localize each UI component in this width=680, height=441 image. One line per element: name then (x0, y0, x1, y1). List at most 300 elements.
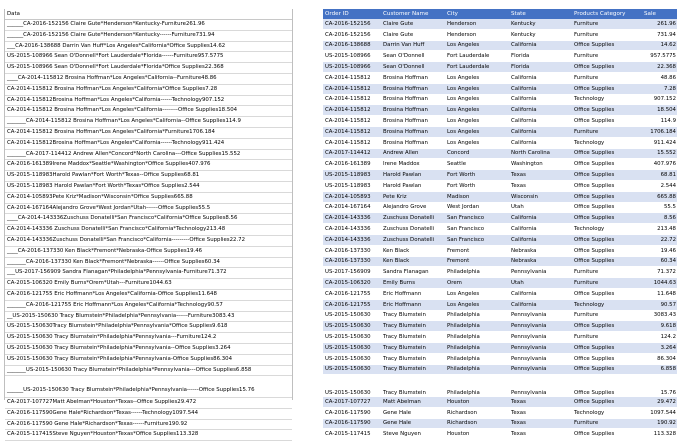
cell-order-id[interactable]: CA-2016-121755 (323, 288, 381, 299)
cell-city[interactable]: Fremont (445, 256, 509, 267)
raw-data-cell[interactable]: CA-2017-107727Matt Abelman*Houston*Texas--Office Supplies29.472 (5, 398, 292, 409)
raw-data-cell[interactable]: ___CA-2016-138688 Darrin Van Huff*Los Angeles*California*Office Supplies14.62 (5, 42, 292, 53)
cell-sale[interactable]: 124.2 (642, 332, 677, 343)
raw-data-cell[interactable]: US-2015-150630 Tracy Blumstein*Philadelphia*Pennsylvania-Office Supplies86.304 (5, 355, 292, 366)
cell-city[interactable]: Los Angeles (445, 40, 509, 51)
cell-order-id[interactable]: US-2015-118983 (323, 170, 381, 181)
raw-data-cell[interactable]: CA-2016-121755 Eric Hoffmann*Los Angeles*California-Office Supplies11.648 (5, 290, 292, 301)
cell-sale[interactable]: 1044.63 (642, 278, 677, 289)
raw-data-cell[interactable]: _______US-2015-150630 Tracy Blumstein*Philadelphia*Pennsylvania---Office Supplies6.858 (5, 366, 292, 377)
cell-order-id[interactable]: CA-2014-115812 (323, 72, 381, 83)
cell-products-category[interactable]: Office Supplies (572, 180, 642, 191)
cell-sale[interactable]: 29.472 (642, 396, 677, 407)
table-row (323, 375, 677, 397)
cell-sale[interactable]: 113.328 (642, 429, 677, 440)
cell-customer-name[interactable]: Matt Abelman (381, 396, 445, 407)
cell-order-id[interactable]: US-2015-150630 (323, 364, 381, 375)
table-row (323, 332, 677, 343)
table-row (323, 213, 677, 224)
cell-order-id[interactable]: CA-2016-137330 (323, 245, 381, 256)
raw-data-cell[interactable]: CA-2016-117590Gene Hale*Richardson*Texas------Technology1097.544 (5, 409, 292, 420)
table-row (323, 105, 677, 116)
cell-customer-name[interactable]: Tracy Blumstein (381, 321, 445, 332)
cell-customer-name[interactable]: Sean O'Donnell (381, 62, 445, 73)
raw-data-cell[interactable]: US-2015-118983Harold Pawlan*Fort Worth*Texas--Office Supplies68.81 (5, 171, 292, 182)
cell-sale[interactable]: 114.9 (642, 116, 677, 127)
cell-sale[interactable]: 1706.184 (642, 126, 677, 137)
cell-products-category[interactable]: Office Supplies (572, 256, 642, 267)
cell-products-category[interactable]: Office Supplies (572, 40, 642, 51)
cell-order-id[interactable]: CA-2016-121755 (323, 299, 381, 310)
raw-data-cell[interactable]: CA-2016-117590 Gene Hale*Richardson*Texas------Furniture190.92 (5, 420, 292, 431)
table-row (323, 278, 677, 289)
cell-order-id[interactable]: US-2015-118983 (323, 180, 381, 191)
cell-state[interactable]: California (509, 213, 572, 224)
column-header-customer-name[interactable]: Customer Name (381, 9, 445, 19)
cell-state[interactable]: Texas (509, 429, 572, 440)
cell-city[interactable]: Philadelphia (445, 375, 509, 397)
cell-customer-name[interactable]: Tracy Blumstein (381, 332, 445, 343)
cell-city[interactable]: Los Angeles (445, 83, 509, 94)
cell-city[interactable]: Madison (445, 191, 509, 202)
table-row (323, 51, 677, 62)
cell-city[interactable]: Richardson (445, 418, 509, 429)
cell-order-id[interactable]: US-2015-108966 (323, 62, 381, 73)
column-header-order-id[interactable]: Order ID (323, 9, 381, 19)
cell-order-id[interactable]: CA-2014-115812 (323, 83, 381, 94)
cell-products-category[interactable]: Technology (572, 407, 642, 418)
cell-city[interactable]: Philadelphia (445, 342, 509, 353)
cell-city[interactable]: Los Angeles (445, 126, 509, 137)
cell-products-category[interactable]: Office Supplies (572, 83, 642, 94)
cell-sale[interactable]: 6.858 (642, 364, 677, 375)
table-row (323, 40, 677, 51)
cell-sale[interactable]: 3083.43 (642, 310, 677, 321)
cell-state[interactable]: California (509, 116, 572, 127)
cell-sale[interactable]: 957.5775 (642, 51, 677, 62)
cell-customer-name[interactable]: Steve Nguyen (381, 429, 445, 440)
cell-sale[interactable]: 15.552 (642, 148, 677, 159)
cell-customer-name[interactable]: Pete Kriz (381, 191, 445, 202)
cell-order-id[interactable]: CA-2014-143336 (323, 224, 381, 235)
cell-state[interactable]: California (509, 126, 572, 137)
cell-products-category[interactable]: Office Supplies (572, 191, 642, 202)
cell-state[interactable]: Texas (509, 407, 572, 418)
cell-city[interactable]: Los Angeles (445, 288, 509, 299)
cell-state[interactable]: Wisconsin (509, 191, 572, 202)
cell-sale[interactable]: 14.62 (642, 40, 677, 51)
cell-sale[interactable]: 907.152 (642, 94, 677, 105)
cell-city[interactable]: Philadelphia (445, 321, 509, 332)
cell-customer-name[interactable]: Tracy Blumstein (381, 310, 445, 321)
table-row (323, 418, 677, 429)
cell-city[interactable]: Fort Lauderdale (445, 62, 509, 73)
raw-data-cell[interactable]: CA-2014-167164Alejandro Grove*West Jordan*Utah------Office Supplies55.5 (5, 204, 292, 215)
raw-data-rows (5, 20, 292, 441)
raw-data-cell[interactable]: ______CA-2016-152156 Claire Gute*Henderson*Kentucky-Furniture261.96 (5, 20, 292, 31)
raw-data-cell[interactable]: CA-2014-115812 Brosina Hoffman*Los Angeles*California--------Office Supplies18.504 (5, 106, 292, 117)
raw-data-cell[interactable]: CA-2015-106320 Emily Burns*Orem*Utah---Furniture1044.63 (5, 279, 292, 290)
cell-city[interactable]: San Francisco (445, 224, 509, 235)
cell-state[interactable]: Nebraska (509, 245, 572, 256)
cell-sale[interactable]: 86.304 (642, 353, 677, 364)
cell-sale[interactable]: 2.544 (642, 180, 677, 191)
cell-products-category[interactable]: Office Supplies (572, 429, 642, 440)
cell-state[interactable]: California (509, 299, 572, 310)
cell-state[interactable]: California (509, 234, 572, 245)
cell-state[interactable]: California (509, 137, 572, 148)
cell-state[interactable]: Washington (509, 159, 572, 170)
table-row (323, 170, 677, 181)
cell-order-id[interactable]: US-2015-108966 (323, 51, 381, 62)
cell-state[interactable]: Pennsylvania (509, 267, 572, 278)
cell-products-category[interactable]: Office Supplies (572, 62, 642, 73)
cell-order-id[interactable]: US-2015-150630 (323, 310, 381, 321)
cell-order-id[interactable]: CA-2014-143336 (323, 213, 381, 224)
cell-sale[interactable]: 261.96 (642, 19, 677, 29)
cell-order-id[interactable]: CA-2015-117415 (323, 429, 381, 440)
cell-order-id[interactable]: CA-2014-115812 (323, 94, 381, 105)
cell-products-category[interactable]: Office Supplies (572, 245, 642, 256)
raw-data-cell[interactable]: _______CA-2017-114412 Andrew Allen*Concord*North Carolina---Office Supplies15.552 (5, 150, 292, 161)
cell-order-id[interactable]: CA-2014-115812 (323, 137, 381, 148)
raw-data-cell[interactable]: CA-2014-115812Brosina Hoffman*Los Angeles*California------Technology907.152 (5, 96, 292, 107)
table-row (323, 256, 677, 267)
cell-products-category[interactable]: Furniture (572, 332, 642, 343)
cell-customer-name[interactable]: Harold Pawlan (381, 180, 445, 191)
cell-order-id[interactable]: CA-2017-107727 (323, 396, 381, 407)
table-row (323, 353, 677, 364)
cell-sale[interactable]: 11.648 (642, 288, 677, 299)
cell-order-id[interactable]: US-2015-150630 (323, 332, 381, 343)
cell-customer-name[interactable]: Brosina Hoffman (381, 83, 445, 94)
cell-state[interactable]: Kentucky (509, 19, 572, 29)
cell-order-id[interactable]: CA-2014-115812 (323, 116, 381, 127)
cell-city[interactable]: Philadelphia (445, 353, 509, 364)
cell-city[interactable]: Los Angeles (445, 299, 509, 310)
cell-customer-name[interactable]: Brosina Hoffman (381, 94, 445, 105)
table-row (323, 396, 677, 407)
column-header-sale[interactable]: Sale (642, 9, 677, 19)
cell-sale[interactable]: 15.76 (642, 375, 677, 397)
cell-products-category[interactable]: Technology (572, 137, 642, 148)
cell-products-category[interactable]: Office Supplies (572, 288, 642, 299)
cell-state[interactable]: Utah (509, 278, 572, 289)
cell-sale[interactable]: 68.81 (642, 170, 677, 181)
cell-order-id[interactable]: CA-2015-106320 (323, 278, 381, 289)
cell-city[interactable]: Fort Worth (445, 170, 509, 181)
column-header-products-category[interactable]: Products Category (572, 9, 642, 19)
cell-state[interactable]: California (509, 94, 572, 105)
cell-order-id[interactable]: US-2017-156909 (323, 267, 381, 278)
cell-sale[interactable]: 22.72 (642, 234, 677, 245)
cell-city[interactable]: Richardson (445, 407, 509, 418)
raw-data-cell[interactable]: _______CA-2016-121755 Eric Hoffmann*Los Angeles*California*Technology90.57 (5, 301, 292, 312)
cell-order-id[interactable]: US-2015-150630 (323, 353, 381, 364)
cell-customer-name[interactable]: Eric Hoffmann (381, 299, 445, 310)
cell-customer-name[interactable]: Zuschuss Donatelli (381, 213, 445, 224)
cell-sale[interactable]: 7.28 (642, 83, 677, 94)
cell-products-category[interactable]: Furniture (572, 310, 642, 321)
cell-state[interactable]: Pennsylvania (509, 321, 572, 332)
cell-products-category[interactable]: Office Supplies (572, 148, 642, 159)
cell-city[interactable]: Los Angeles (445, 94, 509, 105)
cell-customer-name[interactable]: Irene Maddox (381, 159, 445, 170)
sales-table (323, 9, 677, 440)
column-header-city[interactable]: City (445, 9, 509, 19)
cell-sale[interactable]: 55.5 (642, 202, 677, 213)
cell-order-id[interactable]: CA-2014-105893 (323, 191, 381, 202)
cell-sale[interactable]: 22.368 (642, 62, 677, 73)
cell-state[interactable]: Florida (509, 62, 572, 73)
cell-city[interactable]: Fremont (445, 245, 509, 256)
cell-products-category[interactable]: Office Supplies (572, 234, 642, 245)
cell-customer-name[interactable]: Brosina Hoffman (381, 105, 445, 116)
raw-data-cell[interactable]: CA-2014-143336 Zuschuss Donatelli*San Francisco*California*Technology213.48 (5, 225, 292, 236)
cell-order-id[interactable]: CA-2016-152156 (323, 19, 381, 29)
cell-state[interactable]: California (509, 83, 572, 94)
cell-customer-name[interactable]: Sandra Flanagan (381, 267, 445, 278)
cell-customer-name[interactable]: Tracy Blumstein (381, 364, 445, 375)
raw-data-cell[interactable]: CA-2014-105893Pete Kriz*Madison*Wisconsin*Office Supplies665.88 (5, 193, 292, 204)
raw-data-cell[interactable]: ___US-2017-156909 Sandra Flanagan*Philadelphia*Pennsylvania-Furniture71.372 (5, 268, 292, 279)
raw-data-cell[interactable]: CA-2016-161389Irene Maddox*Seattle*Washington*Office Supplies407.976 (5, 160, 292, 171)
cell-products-category[interactable]: Office Supplies (572, 170, 642, 181)
cell-city[interactable]: Henderson (445, 29, 509, 40)
cell-products-category[interactable]: Furniture (572, 267, 642, 278)
cell-customer-name[interactable]: Tracy Blumstein (381, 353, 445, 364)
cell-products-category[interactable]: Technology (572, 224, 642, 235)
cell-city[interactable]: Los Angeles (445, 116, 509, 127)
table-row (323, 267, 677, 278)
cell-products-category[interactable]: Furniture (572, 126, 642, 137)
table-row (323, 137, 677, 148)
cell-products-category[interactable]: Office Supplies (572, 364, 642, 375)
cell-order-id[interactable]: CA-2014-115812 (323, 126, 381, 137)
cell-state[interactable]: Utah (509, 202, 572, 213)
cell-order-id[interactable]: CA-2014-167164 (323, 202, 381, 213)
raw-data-cell[interactable]: US-2015-108966 Sean O'Donnell*Fort Lauderdale*Florida------Furniture957.5775 (5, 52, 292, 63)
cell-city[interactable]: Philadelphia (445, 332, 509, 343)
cell-order-id[interactable]: US-2015-150630 (323, 375, 381, 397)
cell-customer-name[interactable]: Zuschuss Donatelli (381, 234, 445, 245)
cell-sale[interactable]: 8.56 (642, 213, 677, 224)
cell-products-category[interactable]: Office Supplies (572, 321, 642, 332)
raw-data-cell[interactable]: _______CA-2014-115812 Brosina Hoffman*Los Angeles*California--Office Supplies114.9 (5, 117, 292, 128)
cell-products-category[interactable]: Office Supplies (572, 342, 642, 353)
raw-data-cell[interactable]: ____CA-2014-143336Zuschuss Donatelli*San Francisco*California*Office Supplies8.56 (5, 214, 292, 225)
cell-sale[interactable]: 407.976 (642, 159, 677, 170)
cell-products-category[interactable]: Office Supplies (572, 202, 642, 213)
cell-city[interactable]: Los Angeles (445, 137, 509, 148)
cell-state[interactable]: Pennsylvania (509, 310, 572, 321)
raw-data-cell[interactable]: US-2015-150630 Tracy Blumstein*Philadelphia*Pennsylvania---Furniture124.2 (5, 333, 292, 344)
cell-sale[interactable]: 18.504 (642, 105, 677, 116)
cell-state[interactable]: California (509, 288, 572, 299)
cell-city[interactable]: San Francisco (445, 234, 509, 245)
table-row (323, 288, 677, 299)
table-row (323, 342, 677, 353)
cell-products-category[interactable]: Office Supplies (572, 159, 642, 170)
cell-city[interactable]: San Francisco (445, 213, 509, 224)
cell-sale[interactable]: 9.618 (642, 321, 677, 332)
cell-products-category[interactable]: Furniture (572, 19, 642, 29)
cell-sale[interactable]: 48.86 (642, 72, 677, 83)
cell-customer-name[interactable]: Ken Black (381, 256, 445, 267)
cell-products-category[interactable]: Technology (572, 299, 642, 310)
cell-city[interactable]: Philadelphia (445, 364, 509, 375)
cell-order-id[interactable]: CA-2016-117590 (323, 407, 381, 418)
cell-state[interactable]: Pennsylvania (509, 364, 572, 375)
cell-state[interactable]: California (509, 105, 572, 116)
raw-data-cell[interactable]: CA-2014-115812 Brosina Hoffman*Los Angeles*California*Furniture1706.184 (5, 128, 292, 139)
cell-products-category[interactable]: Furniture (572, 278, 642, 289)
cell-state[interactable]: Pennsylvania (509, 353, 572, 364)
cell-city[interactable]: Henderson (445, 19, 509, 29)
cell-order-id[interactable]: CA-2014-143336 (323, 234, 381, 245)
raw-data-cell[interactable]: ______CA-2016-152156 Claire Gute*Henderson*Kentucky------Furniture731.94 (5, 31, 292, 42)
raw-data-cell[interactable]: __US-2015-150630 Tracy Blumstein*Philadelphia*Pennsylvania------Furniture3083.43 (5, 312, 292, 323)
cell-sale[interactable]: 60.34 (642, 256, 677, 267)
raw-data-cell[interactable]: US-2015-150630Tracy Blumstein*Philadelphia*Pennsylvania*Office Supplies9.618 (5, 322, 292, 333)
cell-customer-name[interactable]: Emily Burns (381, 278, 445, 289)
cell-customer-name[interactable]: Brosina Hoffman (381, 126, 445, 137)
cell-city[interactable]: Fort Worth (445, 180, 509, 191)
cell-customer-name[interactable]: Harold Pawlan (381, 170, 445, 181)
cell-sale[interactable]: 3.264 (642, 342, 677, 353)
table-row (323, 245, 677, 256)
cell-city[interactable]: Houston (445, 429, 509, 440)
cell-city[interactable]: Los Angeles (445, 105, 509, 116)
cell-sale[interactable]: 71.372 (642, 267, 677, 278)
cell-customer-name[interactable]: Claire Gute (381, 19, 445, 29)
cell-products-category[interactable]: Office Supplies (572, 353, 642, 364)
cell-customer-name[interactable]: Gene Hale (381, 418, 445, 429)
raw-data-cell[interactable]: US-2015-118983 Harold Pawlan*Fort Worth*Texas*Office Supplies2.544 (5, 182, 292, 193)
cell-state[interactable]: Florida (509, 51, 572, 62)
table-row (323, 429, 677, 440)
cell-state[interactable]: Pennsylvania (509, 332, 572, 343)
table-row (323, 202, 677, 213)
raw-data-cell[interactable]: CA-2014-115812 Brosina Hoffman*Los Angeles*California*Office Supplies7.28 (5, 85, 292, 96)
cell-sale[interactable]: 90.57 (642, 299, 677, 310)
cell-state[interactable]: Texas (509, 180, 572, 191)
cell-sale[interactable]: 665.88 (642, 191, 677, 202)
cell-sale[interactable]: 911.424 (642, 137, 677, 148)
cell-sale[interactable]: 19.46 (642, 245, 677, 256)
cell-state[interactable]: California (509, 72, 572, 83)
cell-order-id[interactable]: CA-2016-137330 (323, 256, 381, 267)
column-header-state[interactable]: State (509, 9, 572, 19)
cell-order-id[interactable]: CA-2014-115812 (323, 105, 381, 116)
cell-sale[interactable]: 190.92 (642, 418, 677, 429)
cell-order-id[interactable]: CA-2016-117590 (323, 418, 381, 429)
cell-products-category[interactable]: Office Supplies (572, 375, 642, 397)
cell-state[interactable]: North Carolina (509, 148, 572, 159)
formatted-table (323, 9, 677, 438)
raw-data-cell[interactable]: CA-2014-115812Brosina Hoffman*Los Angeles*California------Technology911.424 (5, 139, 292, 150)
cell-products-category[interactable]: Furniture (572, 72, 642, 83)
cell-customer-name[interactable]: Gene Hale (381, 407, 445, 418)
cell-products-category[interactable]: Furniture (572, 418, 642, 429)
cell-sale[interactable]: 1097.544 (642, 407, 677, 418)
cell-city[interactable]: Fort Lauderdale (445, 51, 509, 62)
cell-city[interactable]: Los Angeles (445, 72, 509, 83)
cell-state[interactable]: Pennsylvania (509, 375, 572, 397)
raw-data-cell[interactable]: ____CA-2014-115812 Brosina Hoffman*Los Angeles*California--Furniture48.86 (5, 74, 292, 85)
cell-state[interactable]: Nebraska (509, 256, 572, 267)
cell-city[interactable]: Orem (445, 278, 509, 289)
table-row (323, 62, 677, 73)
cell-customer-name[interactable]: Sean O'Donnell (381, 51, 445, 62)
raw-data-cell[interactable]: US-2015-150630 Tracy Blumstein*Philadelphia*Pennsylvania--Office Supplies3.264 (5, 344, 292, 355)
table-row (323, 159, 677, 170)
cell-city[interactable]: Philadelphia (445, 310, 509, 321)
raw-data-cell[interactable]: _______CA-2016-137330 Ken Black*Fremont*Nebraska------Office Supplies60.34 (5, 258, 292, 269)
cell-city[interactable]: Seattle (445, 159, 509, 170)
cell-state[interactable]: Texas (509, 170, 572, 181)
raw-data-cell[interactable]: ______US-2015-150630 Tracy Blumstein*Philadelphia*Pennsylvania------Office Supplies15.76 (5, 376, 292, 398)
table-row (323, 72, 677, 83)
raw-data-cell[interactable]: CA-2015-117415Steve Nguyen*Houston*Texas*Office Supplies113.328 (5, 430, 292, 441)
cell-sale[interactable]: 213.48 (642, 224, 677, 235)
cell-state[interactable]: Pennsylvania (509, 342, 572, 353)
table-row (323, 321, 677, 332)
cell-customer-name[interactable]: Tracy Blumstein (381, 375, 445, 397)
cell-customer-name[interactable]: Eric Hoffmann (381, 288, 445, 299)
cell-customer-name[interactable]: Tracy Blumstein (381, 342, 445, 353)
cell-customer-name[interactable]: Zuschuss Donatelli (381, 224, 445, 235)
cell-customer-name[interactable]: Alejandro Grove (381, 202, 445, 213)
raw-data-cell[interactable]: CA-2014-143336Zuschuss Donatelli*San Francisco*California---------Office Supplies22.72 (5, 236, 292, 247)
cell-products-category[interactable]: Office Supplies (572, 116, 642, 127)
cell-order-id[interactable]: US-2015-150630 (323, 342, 381, 353)
cell-state[interactable]: California (509, 224, 572, 235)
cell-products-category[interactable]: Office Supplies (572, 213, 642, 224)
cell-customer-name[interactable]: Darrin Van Huff (381, 40, 445, 51)
cell-customer-name[interactable]: Brosina Hoffman (381, 72, 445, 83)
raw-data-cell[interactable]: US-2015-108966 Sean O'Donnell*Fort Lauderdale*Florida*Office Supplies22.368 (5, 63, 292, 74)
cell-order-id[interactable]: CA-2016-152156 (323, 29, 381, 40)
cell-customer-name[interactable]: Ken Black (381, 245, 445, 256)
cell-products-category[interactable]: Furniture (572, 51, 642, 62)
cell-city[interactable]: Houston (445, 396, 509, 407)
cell-state[interactable]: Kentucky (509, 29, 572, 40)
cell-city[interactable]: Philadelphia (445, 267, 509, 278)
cell-products-category[interactable]: Technology (572, 94, 642, 105)
cell-order-id[interactable]: CA-2016-138688 (323, 40, 381, 51)
cell-products-category[interactable]: Office Supplies (572, 396, 642, 407)
cell-sale[interactable]: 731.94 (642, 29, 677, 40)
cell-customer-name[interactable]: Brosina Hoffman (381, 137, 445, 148)
cell-state[interactable]: Texas (509, 396, 572, 407)
cell-customer-name[interactable]: Andrew Allen (381, 148, 445, 159)
cell-products-category[interactable]: Office Supplies (572, 105, 642, 116)
cell-order-id[interactable]: CA-2017-114412 (323, 148, 381, 159)
table-row (323, 19, 677, 29)
cell-city[interactable]: West Jordan (445, 202, 509, 213)
cell-order-id[interactable]: CA-2016-161389 (323, 159, 381, 170)
raw-data-header[interactable]: Data (5, 9, 292, 20)
cell-customer-name[interactable]: Claire Gute (381, 29, 445, 40)
cell-city[interactable]: Concord (445, 148, 509, 159)
raw-data-cell[interactable]: ____CA-2016-137330 Ken Black*Fremont*Nebraska-Office Supplies19.46 (5, 247, 292, 258)
cell-order-id[interactable]: US-2015-150630 (323, 321, 381, 332)
cell-customer-name[interactable]: Brosina Hoffman (381, 116, 445, 127)
cell-state[interactable]: California (509, 40, 572, 51)
cell-products-category[interactable]: Furniture (572, 29, 642, 40)
cell-state[interactable]: Texas (509, 418, 572, 429)
